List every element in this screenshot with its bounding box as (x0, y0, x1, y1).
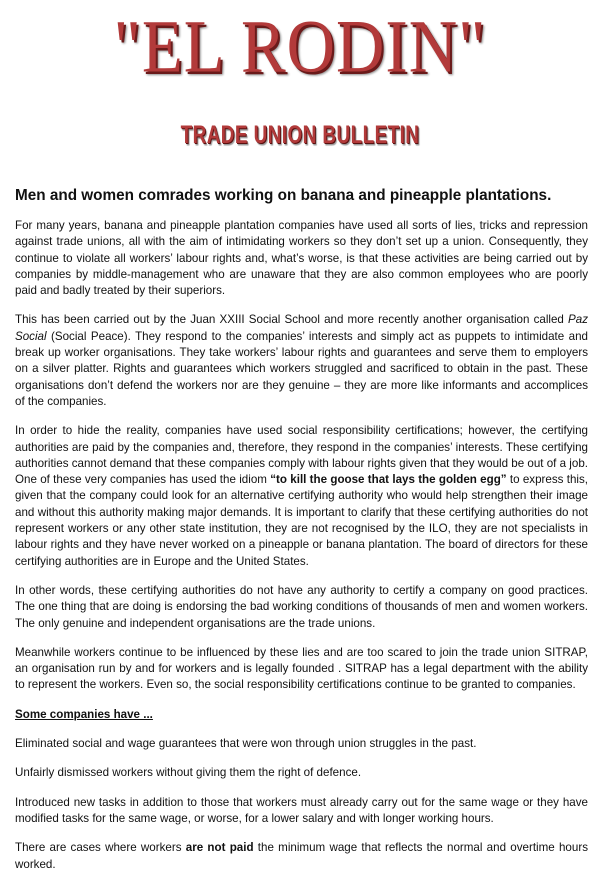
section-heading-text: Some companies have ... (15, 707, 153, 721)
article-body (15, 187, 588, 886)
paragraph-3-part-b: to express this, given that the company could look for an alternative certifying authority who would help strengthen their image and without this authority making major demands. It is important to clarify that these certifying authorities do not represent workers or any other state institution, they are not recognised by the ILO, they are not specialists in labour rights and they have never worked on a pineapple or banana plantation. The board of directors for these certifying authorities are in Europe and the United States. (15, 473, 589, 568)
paragraph-3 (15, 423, 588, 570)
section-heading (15, 707, 588, 723)
bulletin-subtitle: TRADE UNION BULLETIN (180, 120, 420, 149)
paragraph-4: In other words, these certifying authorities do not have any authority to certify a company on good practices. The one thing that are doing is endorsing the bad working conditions of thousands of men and women workers. The only genuine and independent organisations are the trade unions. (15, 583, 588, 630)
paragraph-2-italic: Paz Social (15, 313, 588, 343)
masthead-title: "EL RODIN" (113, 5, 487, 89)
paragraph-2 (15, 312, 588, 410)
paragraph-3-bold: “to kill the goose that lays the golden egg” (270, 473, 507, 487)
paragraph-9-bold: are not paid (185, 841, 254, 855)
article-headline: Men and women comrades working on banana and pineapple plantations. (15, 187, 552, 204)
paragraph-9 (15, 840, 588, 873)
paragraph-7: Unfairly dismissed workers without giving them the right of defence. (15, 766, 362, 780)
paragraph-6: Eliminated social and wage guarantees that were won through union struggles in the past. (15, 737, 477, 751)
paragraph-5: Meanwhile workers continue to be influenced by these lies and are too scared to join the trade union SITRAP, an organisation run by and for workers and is legally founded . SITRAP has a legal department with the ability to represent the workers. Even so, the social responsibility certifications continue to be granted to companies. (15, 645, 588, 692)
paragraph-1: For many years, banana and pineapple plantation companies have used all sorts of lies, tricks and repression against trade unions, all with the aim of intimidating workers so they don’t set up a union. Consequently, they continue to violate all workers’ labour rights and, what’s worse, is that these activities are being carried out by companies by middle-management who are unaware that they are also common employees who are poorly paid and badly treated by their superiors. (15, 219, 588, 298)
paragraph-3-part-a: In order to hide the reality, companies have used social responsibility certifications; however, the certifying authorities are paid by the companies and, therefore, they respond in the companies’ interests. These certifying authorities cannot demand that these companies comply with labour rights given that they would be out of a job. One of these very companies has used the idiom (15, 424, 588, 487)
paragraph-8: Introduced new tasks in addition to those that workers must already carry out for the same wage or they have modified tasks for the same wage, or worse, for a lower salary and with longer working hours. (15, 795, 588, 825)
paragraph-9-part-a: There are cases where workers (15, 841, 186, 855)
paragraph-9-part-b: the minimum wage that reflects the normal and overtime hours worked. (15, 841, 588, 871)
paragraph-2-part-b: (Social Peace). They respond to the companies’ interests and simply act as puppets to intimidate and break up worker organisations. They take workers’ labour rights and guarantees and serve them to employers on a silver platter. Rights and guarantees which workers struggled and sacrificed to obtain in the past. These organisations don’t defend the workers nor are they genuine – they are more like informants and accomplices of the companies. (15, 329, 588, 408)
paragraph-2-part-a: This has been carried out by the Juan XXIII Social School and more recently another organisation called (15, 313, 569, 327)
